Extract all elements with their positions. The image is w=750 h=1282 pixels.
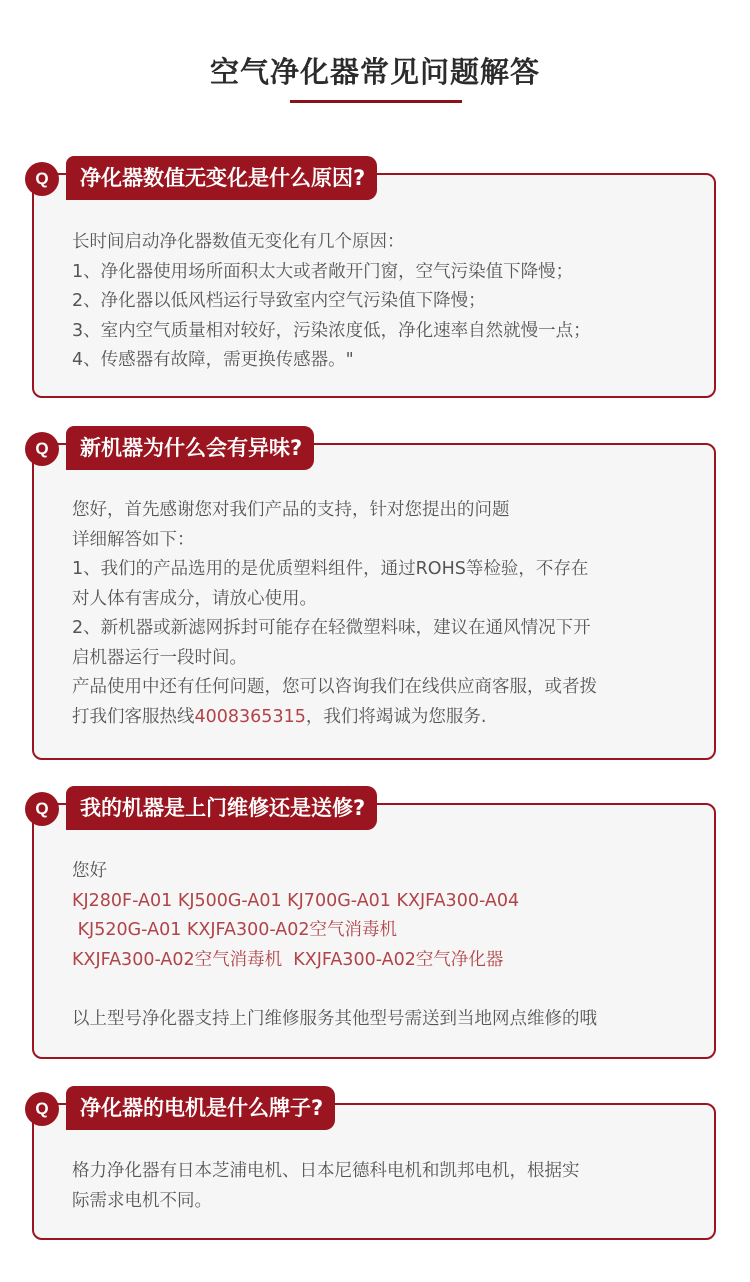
- hotline-suffix: ，我们将竭诚为您服务.: [305, 706, 487, 727]
- hotline-prefix: 打我们客服热线: [72, 706, 195, 727]
- model-list-line: KXJFA300-A02空气消毒机 KXJFA300-A02空气净化器: [72, 949, 504, 970]
- faq-answer-4: [72, 1157, 720, 1216]
- answer-line: 际需求电机不同。: [72, 1190, 212, 1211]
- title-underline: [290, 100, 462, 103]
- answer-line: 2、新机器或新滤网拆封可能存在轻微塑料味，建议在通风情况下开: [72, 618, 591, 638]
- answer-line: 格力净化器有日本芝浦电机、日本尼德科电机和凯邦电机，根据实: [72, 1161, 580, 1181]
- answer-line: 启机器运行一段时间。: [72, 647, 247, 668]
- q-badge-icon: Q: [25, 162, 59, 196]
- answer-line: 2、净化器以低风档运行导致室内空气污染值下降慢；: [72, 291, 486, 311]
- faq-answer-2: [72, 496, 720, 732]
- faq-question-3: 我的机器是上门维修还是送修?: [66, 786, 377, 830]
- answer-last-line: [72, 703, 720, 733]
- answer-greeting: 您好: [72, 861, 107, 881]
- faq-question-2: 新机器为什么会有异味?: [66, 426, 314, 470]
- hotline-number[interactable]: 4008365315: [194, 706, 306, 727]
- model-list-line: KJ280F-A01 KJ500G-A01 KJ700G-A01 KXJFA300-A04: [72, 890, 520, 911]
- answer-line: 您好，首先感谢您对我们产品的支持，针对您提出的问题: [72, 500, 510, 520]
- page-title: 空气净化器常见问题解答: [209, 55, 540, 89]
- faq-question-1: 净化器数值无变化是什么原因?: [66, 156, 377, 200]
- q-badge-icon: Q: [25, 792, 59, 826]
- answer-line: 长时间启动净化器数值无变化有几个原因：: [72, 232, 405, 252]
- answer-line: 1、净化器使用场所面积太大或者敞开门窗，空气污染值下降慢；: [72, 261, 574, 282]
- answer-line: 3、室内空气质量相对较好，污染浓度低，净化速率自然就慢一点；: [72, 320, 591, 341]
- answer-note: 以上型号净化器支持上门维修服务其他型号需送到当地网点维修的哦: [72, 1009, 597, 1029]
- answer-line: 4、传感器有故障，需更换传感器。": [72, 350, 354, 370]
- q-badge-icon: Q: [25, 1092, 59, 1126]
- q-badge-icon: Q: [25, 432, 59, 466]
- faq-answer-3: [72, 857, 720, 1035]
- model-list-line: KJ520G-A01 KXJFA300-A02空气消毒机: [72, 920, 398, 940]
- faq-question-4: 净化器的电机是什么牌子?: [66, 1086, 335, 1130]
- answer-line: 产品使用中还有任何问题，您可以咨询我们在线供应商客服，或者拨: [72, 677, 597, 697]
- answer-line: 对人体有害成分，请放心使用。: [72, 588, 317, 609]
- faq-answer-1: [72, 228, 720, 376]
- answer-line: 1、我们的产品选用的是优质塑料组件，通过ROHS等检验，不存在: [72, 559, 589, 579]
- answer-line: 详细解答如下：: [72, 529, 195, 550]
